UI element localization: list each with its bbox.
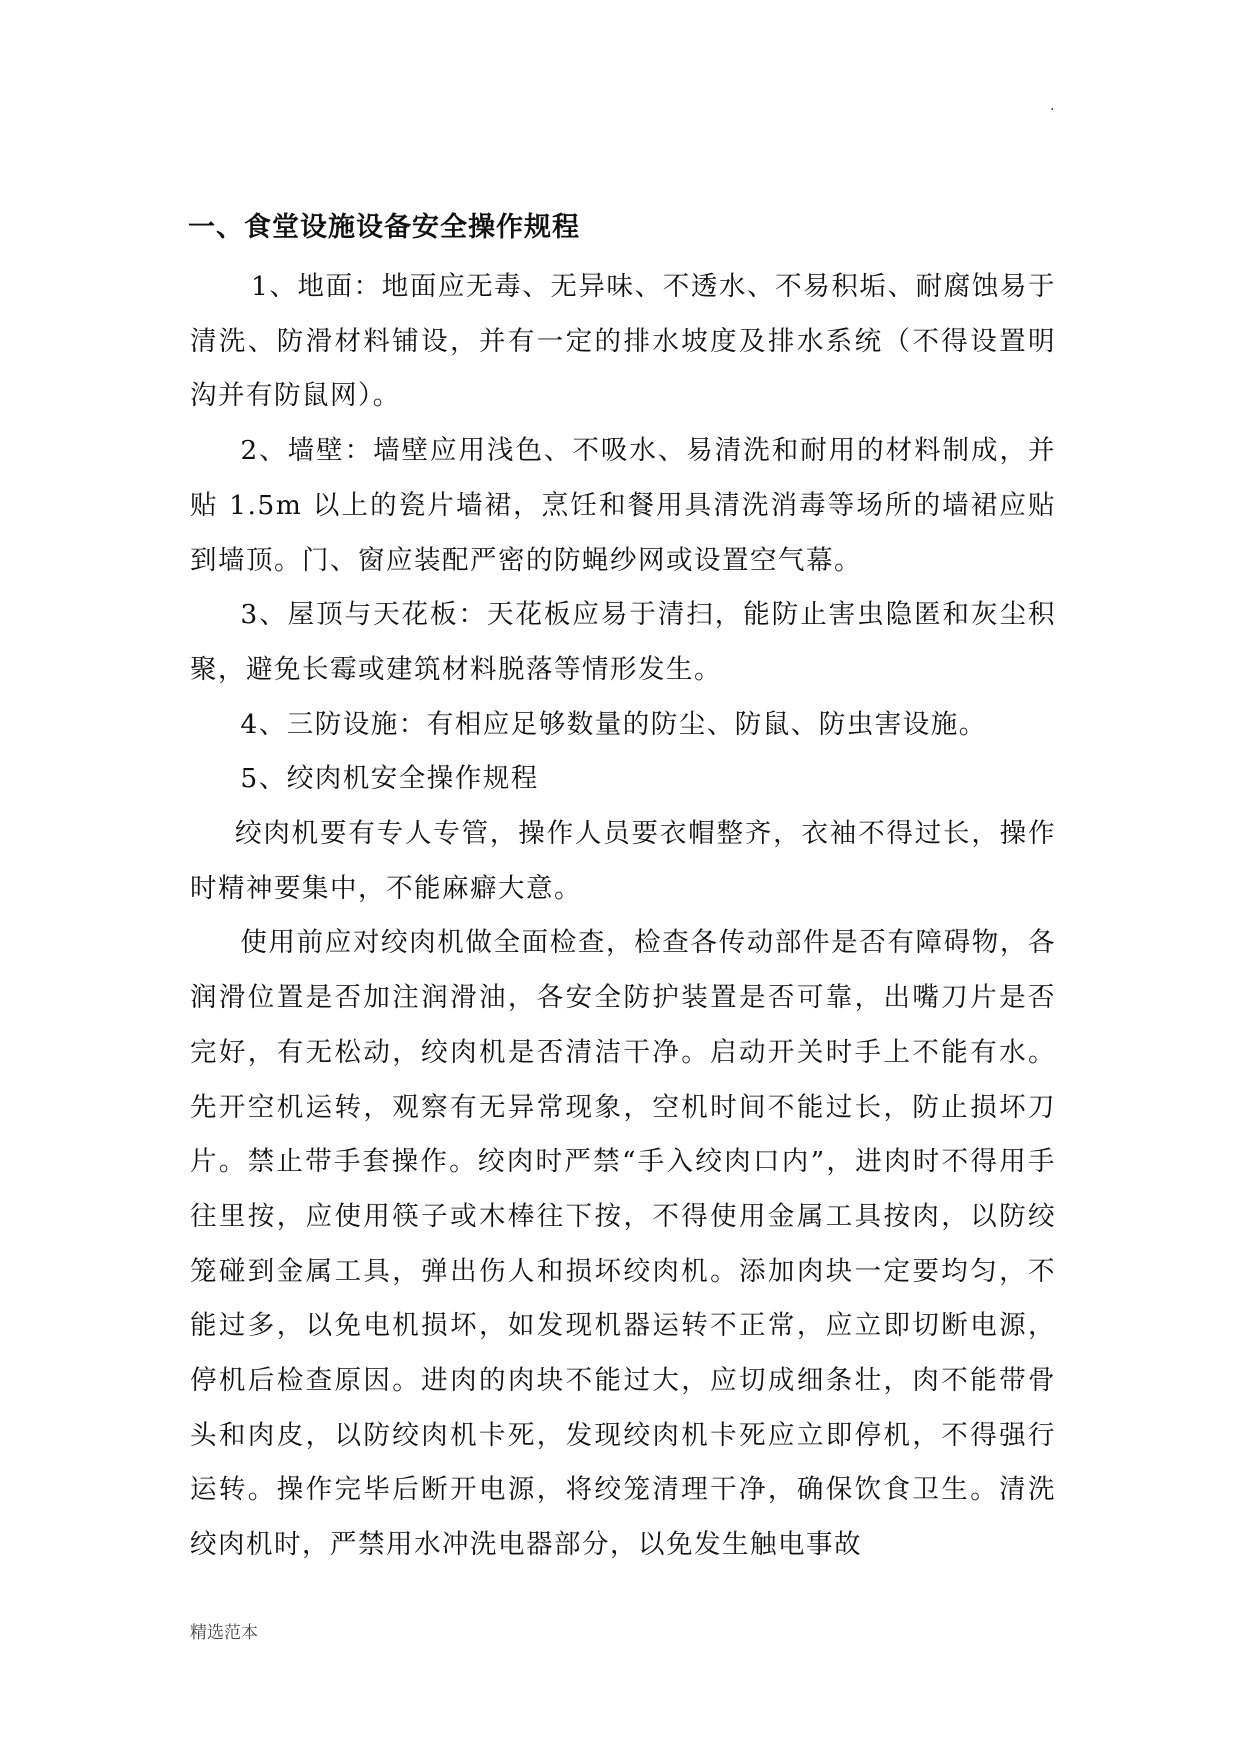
page-footer: 精选范本 (190, 1623, 258, 1643)
paragraph-grinder-operation: 使用前应对绞肉机做全面检查，检查各传动部件是否有障碍物，各润滑位置是否加注润滑油，各安全防护装置是否可靠，出嘴刀片是否完好，有无松动，绞肉机是否清洁干净。启动开关时手上不能有水。先开空机运转，观察有无异常现象，空机时间不能过长，防止损坏刀片。禁止带手套操作。绞肉时严禁“手入绞肉口内”，进肉时不得用手往里按，应使用筷子或木棒往下按，不得使用金属工具按肉，以防绞笼碰到金属工具，弹出伤人和损坏绞肉机。添加肉块一定要均匀，不能过多，以免电机损坏，如发现机器运转不正常，应立即切断电源，停机后检查原因。进肉的肉块不能过大，应切成细条壮，肉不能带骨头和肉皮，以防绞肉机卡死，发现绞肉机卡死应立即停机，不得强行运转。操作完毕后断开电源，将绞笼清理干净，确保饮食卫生。清洗绞肉机时，严禁用水冲洗电器部分，以免发生触电事故 (190, 927, 1056, 1561)
paragraph-ceiling: 3、屋顶与天花板：天花板应易于清扫，能防止害虫隐匿和灰尘积聚，避免长霉或建筑材料脱落等情形发生。 (190, 599, 1056, 685)
paragraph-subheading-grinder: 5、绞肉机安全操作规程 (240, 763, 539, 795)
paragraph-wall: 2、墙壁：墙壁应用浅色、不吸水、易清洗和耐用的材料制成，并贴 1.5m 以上的瓷片墙裙，烹饪和餐用具清洗消毒等场所的墙裙应贴到墙顶。门、窗应装配严密的防蝇纱网或设置空气幕。 (190, 435, 1056, 576)
corner-mark: . (1050, 98, 1055, 114)
paragraph-floor: 1、地面：地面应无毒、无异味、不透水、不易积垢、耐腐蚀易于清洗、防滑材料铺设，并有一定的排水坡度及排水系统（不得设置明沟并有防鼠网）。 (190, 271, 1056, 412)
section-heading: 一、食堂设施设备安全操作规程 (188, 212, 580, 243)
paragraph-three-prevention: 4、三防设施：有相应足够数量的防尘、防鼠、防虫害设施。 (240, 708, 987, 740)
document-body (190, 260, 1056, 1573)
paragraph-grinder-staff: 绞肉机要有专人专管，操作人员要衣帽整齐，衣袖不得过长，操作时精神要集中，不能麻癖大意。 (190, 818, 1056, 904)
